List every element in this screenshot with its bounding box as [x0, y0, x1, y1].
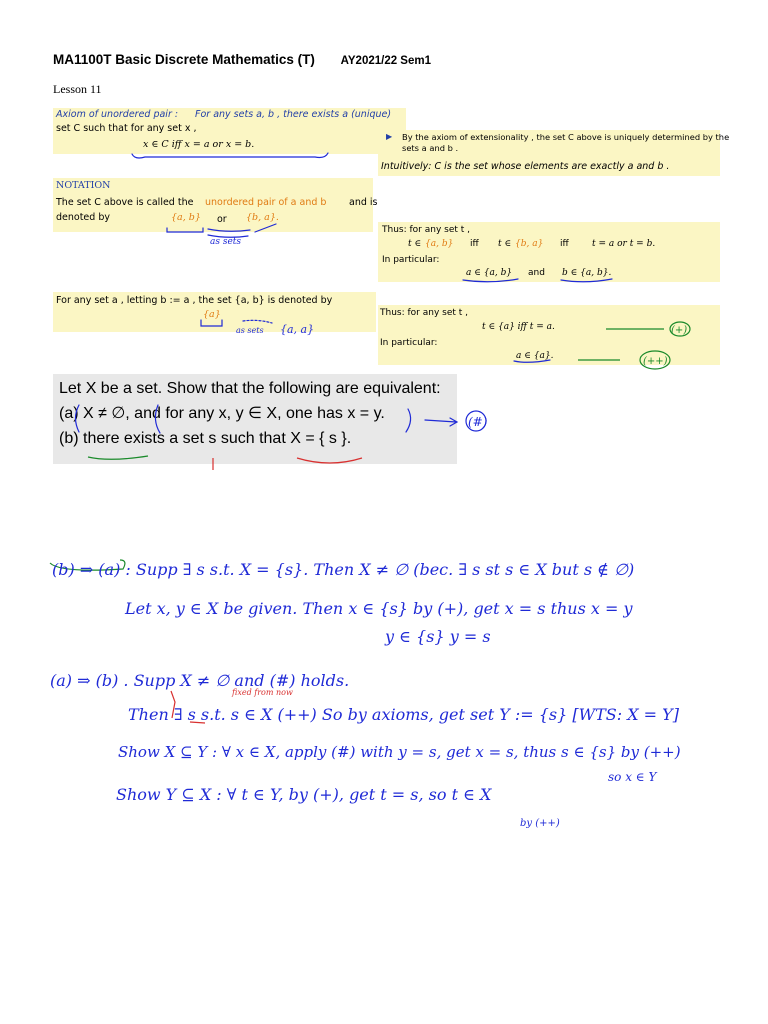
- exercise-condition-a: (a) X ≠ ∅, and for any x, y ∈ X, one has x = y.: [59, 404, 385, 422]
- proof-b-to-a-line2: Let x, y ∈ X be given. Then x ∈ {s} by (+), get x = s thus x = y: [125, 599, 633, 618]
- thus1-ex2-underline: [561, 279, 612, 282]
- paren-left: [76, 405, 80, 432]
- proof-a-to-b-line2: Then ∃ s s.t. s ∈ X (++) So by axioms, get set Y := {s} [WTS: X = Y]: [128, 705, 679, 724]
- proof-fixed-note: fixed from now: [232, 688, 293, 697]
- notation-or: or: [217, 214, 227, 225]
- thus2-formula: t ∈ {a} iff t = a.: [482, 322, 555, 332]
- notation-line1-post: and is: [349, 197, 378, 208]
- proof-a-to-b-line1: (a) ⇒ (b) . Supp X ≠ ∅ and (#) holds.: [50, 671, 350, 690]
- mark-plusplus: (++): [643, 356, 668, 367]
- arrow-hash: [425, 418, 457, 426]
- annot-as-sets: as sets: [210, 237, 242, 247]
- axiom-line2: set C such that for any set x ,: [56, 123, 197, 134]
- thus1-iff2: iff: [560, 239, 569, 249]
- thus1-iff1: iff: [470, 239, 479, 249]
- course-name: MA1100T Basic Discrete Mathematics (T): [53, 52, 315, 67]
- thus2-ex-underline: [514, 360, 550, 362]
- brace-b-a: [208, 229, 250, 231]
- axiom-title: Axiom of unordered pair :: [56, 109, 179, 120]
- arrow-as-sets: [255, 224, 276, 232]
- exercise-condition-b: (b) there exists a set s such that X = { s }.: [59, 429, 352, 447]
- thus1-example2: b ∈ {a, b}.: [562, 268, 612, 278]
- extensionality-line1: By the axiom of extensionality , the set C above is uniquely determined by the: [402, 132, 730, 142]
- proof-a-to-b-line4: Show Y ⊆ X : ∀ t ∈ Y, by (+), get t = s, so t ∈ X: [116, 785, 492, 804]
- notation-line1-pre: The set C above is called the: [56, 197, 194, 208]
- proof-a-to-b-line4b: by (++): [520, 818, 560, 829]
- notation-heading: NOTATION: [56, 180, 111, 191]
- proof-b-to-a-line3: y ∈ {s} y = s: [385, 627, 491, 646]
- notation-sym1: {a, b}: [171, 212, 201, 223]
- thus1-formula-pre: t ∈: [408, 239, 422, 249]
- red-underline-X: [297, 458, 362, 463]
- brace-a-b: [167, 228, 203, 232]
- lesson-label: Lesson 11: [53, 82, 102, 96]
- thus1-particular: In particular:: [382, 255, 440, 265]
- thus2-example: a ∈ {a}.: [516, 351, 554, 361]
- notation-sym2: {b, a}.: [246, 212, 279, 223]
- singleton-line1: For any set a , letting b := a , the set {a, b} is denoted by: [56, 295, 333, 306]
- paren-right: [406, 409, 411, 432]
- thus2-particular: In particular:: [380, 338, 438, 348]
- paren-left-2: [155, 405, 160, 433]
- brace-singleton: [201, 320, 222, 326]
- annot-a-a: {a, a}: [280, 323, 315, 336]
- thus1-formula-post: t = a or t = b.: [592, 239, 656, 249]
- thus1-ex1-underline: [463, 279, 518, 282]
- thus2-intro: Thus: for any set t ,: [380, 308, 468, 318]
- green-underline-exists: [88, 456, 148, 459]
- dashed-as-sets: [243, 320, 272, 323]
- mark-plus: (+): [671, 325, 688, 336]
- thus1-set1: {a, b}: [425, 239, 454, 249]
- intuition-line: Intuitively: C is the set whose elements are exactly a and b .: [381, 161, 670, 172]
- thus1-set2: {b, a}: [515, 239, 544, 249]
- extensionality-line2: sets a and b .: [402, 143, 459, 153]
- proof-a-to-b-line3b: so x ∈ Y: [608, 770, 657, 784]
- bullet-icon: ▶: [386, 132, 393, 141]
- thus1-formula-mid: t ∈: [498, 239, 512, 249]
- singleton-symbol: {a}: [203, 309, 221, 320]
- thus1-and: and: [528, 268, 545, 278]
- axiom-formula: x ∈ C iff x = a or x = b.: [143, 139, 255, 150]
- mark-hash: (#): [468, 415, 488, 429]
- notation-line2: denoted by: [56, 212, 110, 223]
- thus1-example1: a ∈ {a, b}: [466, 268, 513, 278]
- notation-term: unordered pair of a and b: [205, 197, 327, 208]
- annot-as-sets-2: as sets: [236, 326, 264, 335]
- thus1-intro: Thus: for any set t ,: [382, 225, 470, 235]
- semester-label: AY2021/22 Sem1: [340, 55, 431, 67]
- axiom-line1: For any sets a, b , there exists a (unique): [195, 109, 392, 120]
- proof-b-to-a-line1: (b) ⇒ (a) : Supp ∃ s s.t. X = {s}. Then X ≠ ∅ (bec. ∃ s st s ∈ X but s ∉ ∅): [52, 560, 635, 579]
- proof-a-to-b-line3: Show X ⊆ Y : ∀ x ∈ X, apply (#) with y = s, get x = s, thus s ∈ {s} by (++): [118, 743, 681, 761]
- exercise-prompt: Let X be a set. Show that the following are equivalent:: [59, 380, 441, 397]
- axiom-formula-underline: [132, 153, 328, 158]
